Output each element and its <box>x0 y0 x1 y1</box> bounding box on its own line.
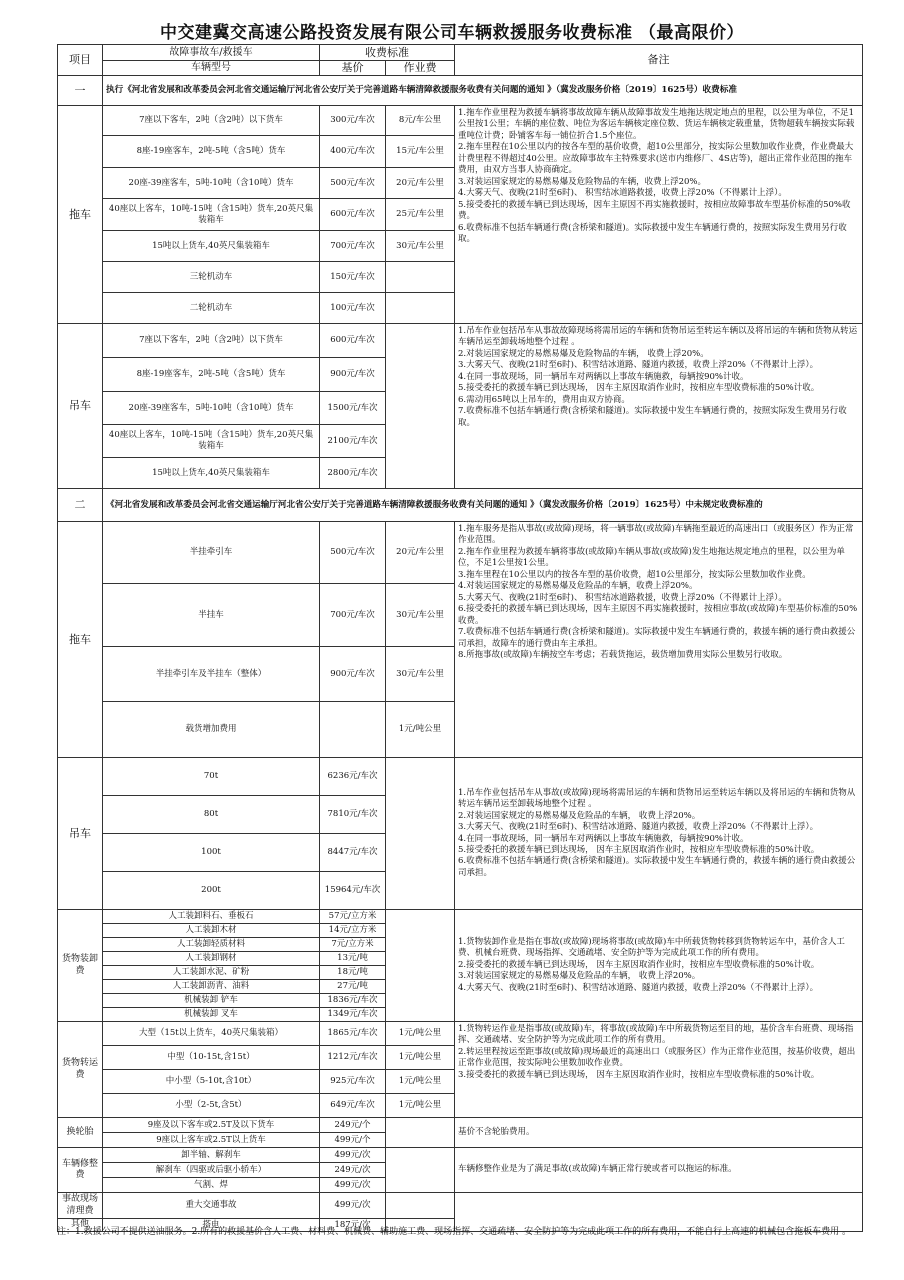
tire-change-work-empty <box>386 1118 455 1148</box>
cargo-handling-item-1: 人工装卸料石、垂板石 <box>103 910 320 924</box>
s2-tow-base-2: 700元/车次 <box>320 584 386 647</box>
s2-crane-work-empty <box>386 758 455 910</box>
cargo-handling-item-3: 人工装卸轻质材料 <box>103 938 320 952</box>
s2-tow-base-3: 900元/车次 <box>320 647 386 702</box>
s1-tow-vehicle-7: 二轮机动车 <box>103 293 320 324</box>
s2-tow-work-3: 30元/车公里 <box>386 647 455 702</box>
s2-tow-work-1: 20元/车公里 <box>386 522 455 584</box>
other-base: 187元/次 <box>320 1219 386 1232</box>
s1-tow-label: 拖车 <box>58 106 103 324</box>
s1-tow-notes: 1.拖车作业里程为救援车辆将事故故障车辆从故障事故发生地拖达规定地点的里程，以公里为单位，不足1公里按1公里；车辆的座位数、吨位为客运车辆核定座位数、货运车辆核定载重量，货物超载车辆按实际载重吨位计费；卧铺客车每一铺位折合1.5个座位。 2.拖车里程在10公里以内的按各车型的基价收费，超10公里部分，按实际公里数加收作业费，作业费最大计费里程不得超过40公里。应故障事故车主特殊要求(送市内维修厂、4S店等)，超出正常作业范围的拖车费用，由双方当事人协商确定。 3.对装运国家规定的易燃易爆及危险物品的车辆，收费上浮20%。 4.大雾天气、夜晚(21时至6时)、 积雪结冰道路救援，收费上浮20%（不得累计上浮）。 5.接受委托的救援车辆已到达现场，因车主原因不再实施救援时，按相应故障事故车型基价标准的50%收费。 6.收费标准不包括车辆通行费(含桥梁和隧道)。实际救援中发生车辆通行费的，按照实际发生费用另行收取。 <box>455 106 863 324</box>
repair-base-1: 499元/次 <box>320 1148 386 1163</box>
cargo-transfer-base-3: 925元/车次 <box>320 1070 386 1094</box>
s1-tow-work-7 <box>386 293 455 324</box>
s1-tow-work-1: 8元/车公里 <box>386 106 455 136</box>
s1-tow-vehicle-3: 20座-39座客车，5吨-10吨（含10吨）货车 <box>103 168 320 199</box>
s1-tow-base-6: 150元/车次 <box>320 262 386 293</box>
cargo-handling-base-6: 27元/吨 <box>320 980 386 994</box>
s1-tow-vehicle-4: 40座以上客车，10吨-15吨（含15吨）货车,20英尺集装箱车 <box>103 199 320 231</box>
other-item: 搭电 <box>103 1219 320 1232</box>
header-item: 项目 <box>58 45 103 76</box>
cargo-transfer-base-4: 649元/车次 <box>320 1094 386 1118</box>
repair-item-1: 卸半轴、解刹车 <box>103 1148 320 1163</box>
s2-crane-vehicle-3: 100t <box>103 834 320 872</box>
s1-crane-label: 吊车 <box>58 324 103 489</box>
cargo-transfer-work-4: 1元/吨公里 <box>386 1094 455 1118</box>
s1-tow-work-5: 30元/车公里 <box>386 231 455 262</box>
s1-tow-base-5: 700元/车次 <box>320 231 386 262</box>
cargo-handling-base-4: 13元/吨 <box>320 952 386 966</box>
tire-change-item-1: 9座及以下客车或2.5T及以下货车 <box>103 1118 320 1133</box>
cargo-handling-item-6: 人工装卸沥青、油料 <box>103 980 320 994</box>
cargo-transfer-base-2: 1212元/车次 <box>320 1046 386 1070</box>
s1-crane-base-3: 1500元/车次 <box>320 392 386 425</box>
cargo-handling-item-8: 机械装卸 叉车 <box>103 1008 320 1022</box>
repair-note: 车辆修整作业是为了满足事故(或故障)车辆正常行驶或者可以拖运的标准。 <box>455 1148 863 1193</box>
cargo-handling-base-5: 18元/吨 <box>320 966 386 980</box>
cargo-transfer-item-2: 中型（10-15t,含15t） <box>103 1046 320 1070</box>
tire-change-label: 换轮胎 <box>58 1118 103 1148</box>
s2-tow-work-4: 1元/吨公里 <box>386 702 455 758</box>
s2-crane-vehicle-1: 70t <box>103 758 320 796</box>
cargo-handling-item-7: 机械装卸 铲车 <box>103 994 320 1008</box>
s1-tow-base-3: 500元/车次 <box>320 168 386 199</box>
cargo-handling-base-1: 57元/立方米 <box>320 910 386 924</box>
s1-tow-base-4: 600元/车次 <box>320 199 386 231</box>
s2-tow-vehicle-3: 半挂牵引车及半挂车（整体） <box>103 647 320 702</box>
header-work-fee: 作业费 <box>386 61 455 76</box>
section2-heading: 《河北省发展和改革委员会河北省交通运输厅河北省公安厅关于完善道路车辆清障救援服务收费有关问题的通知 》（冀发改服务价格〔2019〕1625号）中未规定收费标准的 <box>103 489 863 522</box>
section2-number: 二 <box>58 489 103 522</box>
cargo-handling-base-2: 14元/立方米 <box>320 924 386 938</box>
cleanup-base: 499元/次 <box>320 1193 386 1219</box>
s2-crane-vehicle-2: 80t <box>103 796 320 834</box>
s2-crane-label: 吊车 <box>58 758 103 910</box>
cargo-transfer-base-1: 1865元/车次 <box>320 1022 386 1046</box>
header-vehicle-type: 故障事故车/救援车 <box>103 45 320 61</box>
header-fee-standard: 收费标准 <box>320 45 455 61</box>
s1-tow-work-4: 25元/车公里 <box>386 199 455 231</box>
s1-tow-vehicle-1: 7座以下客车，2吨（含2吨）以下货车 <box>103 106 320 136</box>
s1-crane-base-2: 900元/车次 <box>320 358 386 392</box>
header-remarks: 备注 <box>455 45 863 76</box>
repair-base-3: 499元/次 <box>320 1178 386 1193</box>
s1-tow-work-3: 20元/车公里 <box>386 168 455 199</box>
cargo-handling-item-5: 人工装卸水泥、矿粉 <box>103 966 320 980</box>
cargo-transfer-item-4: 小型（2-5t,含5t） <box>103 1094 320 1118</box>
s1-tow-vehicle-5: 15吨以上货车,40英尺集装箱车 <box>103 231 320 262</box>
cargo-handling-label: 货物装卸费 <box>58 910 103 1022</box>
cleanup-item: 重大交通事故 <box>103 1193 320 1219</box>
repair-item-2: 解刹车（四驱或后驱小轿车） <box>103 1163 320 1178</box>
cargo-transfer-notes: 1.货物转运作业是指事故(或故障)车，将事故(或故障)车中所载货物运至目的地，基价含车台班费、现场指挥、交通疏堵、安全防护等为完成此项工作的所有费用。 2.转运里程按运至距事故(或故障)现场最近的高速出口（或服务区）作为正常作业范围，按基价收费，超出正常作业范围，按实际吨公里数加收作业费。 3.接受委托的救援车辆已到达现场， 因车主原因取消作业时，按相应车型收费标准的50%计收。 <box>455 1022 863 1118</box>
s2-tow-vehicle-2: 半挂车 <box>103 584 320 647</box>
fee-table <box>57 44 863 1232</box>
cargo-handling-notes: 1.货物装卸作业是指在事故(或故障)现场将事故(或故障)车中所载货物转移到货物转运车中，基价含人工费、机械台班费、现场指挥、交通疏堵、安全防护等为完成此项工作的所有费用。 2.接受委托的救援车辆已到达现场， 因车主原因取消作业时，按相应车型收费标准的50%计收。 3.对装运国家规定的易燃易爆及危险品的车辆， 收费上浮20%。 4.大雾天气、夜晚(21时至6时)、积雪结冰道路、隧道内救援，收费上浮20%（不得累计上浮）。 <box>455 910 863 1022</box>
s1-crane-base-1: 600元/车次 <box>320 324 386 358</box>
tire-change-base-2: 499元/个 <box>320 1133 386 1148</box>
s2-crane-notes: 1.吊车作业包括吊车从事故(或故障)现场将需吊运的车辆和货物吊运至转运车辆以及将吊运的车辆和货物从转运车辆吊运至卸载场地整个过程 。 2.对装运国家规定的易燃易爆及危险品的车辆， 收费上浮20%。 3.大雾天气、夜晚(21时至6时)、积雪结冰道路、隧道内救援，收费上浮20%（不得累计上浮）。 4.在同一事故现场，同一辆吊车对两辆以上事故车辆施救，每辆按90%计收。 5.接受委托的救援车辆已到达现场， 因车主原因取消作业时，按相应车型收费标准的50%计收。 6.收费标准不包括车辆通行费(含桥梁和隧道)。实际救援中发生车辆通行费的，救援车辆的通行费由救援公司承担。 <box>455 758 863 910</box>
cargo-handling-base-8: 1349元/车次 <box>320 1008 386 1022</box>
cargo-transfer-work-3: 1元/吨公里 <box>386 1070 455 1094</box>
cargo-handling-work-empty <box>386 910 455 1022</box>
cleanup-work-empty <box>386 1193 455 1219</box>
cargo-transfer-item-3: 中小型（5-10t,含10t） <box>103 1070 320 1094</box>
cargo-handling-base-7: 1836元/车次 <box>320 994 386 1008</box>
cleanup-label: 事故现场清理费 <box>58 1193 103 1219</box>
cargo-transfer-work-2: 1元/吨公里 <box>386 1046 455 1070</box>
section1-number: 一 <box>58 76 103 106</box>
s1-crane-vehicle-5: 15吨以上货车,40英尺集装箱车 <box>103 458 320 489</box>
s2-tow-work-2: 30元/车公里 <box>386 584 455 647</box>
s2-tow-vehicle-4: 载货增加费用 <box>103 702 320 758</box>
s2-tow-vehicle-1: 半挂牵引车 <box>103 522 320 584</box>
s1-crane-base-4: 2100元/车次 <box>320 425 386 458</box>
s2-tow-notes: 1.拖车服务是指从事故(或故障)现场，将一辆事故(或故障)车辆拖至最近的高速出口（或服务区）作为正常作业范围。 2.拖车作业里程为救援车辆将事故(或故障)车辆从事故(或故障)发生地拖达规定地点的里程，以公里为单位，不足1公里按1公里。 3.拖车里程在10公里以内的按各车型的基价收费，超10公里部分，按实际公里数加收作业费。 4.对装运国家规定的易燃易爆及危险品的车辆，收费上浮20%。 5.大雾天气、夜晚(21时至6时)、 积雪结冰道路救援，收费上浮20%（不得累计上浮）。 6.接受委托的救援车辆已到达现场，因车主原因不再实施救援时，按相应事故(或故障)车型基价标准的50%收费。 7.收费标准不包括车辆通行费(含桥梁和隧道)。实际救援中发生车辆通行费的，救援车辆的通行费由救援公司承担，故障车的通行费由车主承担。 8.所拖事故(或故障)车辆按空车考虑；若载货拖运，载货增加费用实际公里数另行收取。 <box>455 522 863 758</box>
cargo-handling-item-2: 人工装卸木材 <box>103 924 320 938</box>
s1-tow-vehicle-6: 三轮机动车 <box>103 262 320 293</box>
s2-tow-base-1: 500元/车次 <box>320 522 386 584</box>
tire-change-note: 基价不含轮胎费用。 <box>455 1118 863 1148</box>
s1-tow-work-6 <box>386 262 455 293</box>
s2-crane-base-1: 6236元/车次 <box>320 758 386 796</box>
cargo-handling-item-4: 人工装卸钢材 <box>103 952 320 966</box>
s1-tow-base-7: 100元/车次 <box>320 293 386 324</box>
s1-crane-work-empty <box>386 324 455 489</box>
tire-change-item-2: 9座以上客车或2.5T以上货车 <box>103 1133 320 1148</box>
s2-crane-vehicle-4: 200t <box>103 872 320 910</box>
s1-tow-base-2: 400元/车次 <box>320 136 386 168</box>
tire-change-base-1: 249元/个 <box>320 1118 386 1133</box>
repair-work-empty <box>386 1148 455 1193</box>
s2-crane-base-2: 7810元/车次 <box>320 796 386 834</box>
s2-tow-label: 拖车 <box>58 522 103 758</box>
s1-tow-base-1: 300元/车次 <box>320 106 386 136</box>
s1-crane-vehicle-4: 40座以上客车，10吨-15吨（含15吨）货车,20英尺集装箱车 <box>103 425 320 458</box>
s1-tow-vehicle-2: 8座-19座客车，2吨-5吨（含5吨）货车 <box>103 136 320 168</box>
repair-base-2: 249元/次 <box>320 1163 386 1178</box>
s2-crane-base-3: 8447元/车次 <box>320 834 386 872</box>
s2-tow-base-4 <box>320 702 386 758</box>
page-title: 中交建冀交高速公路投资发展有限公司车辆救援服务收费标准 （最高限价） <box>160 23 744 43</box>
s1-crane-vehicle-2: 8座-19座客车，2吨-5吨（含5吨）货车 <box>103 358 320 392</box>
other-label: 其他 <box>58 1219 103 1232</box>
s2-crane-base-4: 15964元/车次 <box>320 872 386 910</box>
s1-crane-vehicle-1: 7座以下客车，2吨（含2吨）以下货车 <box>103 324 320 358</box>
cargo-transfer-item-1: 大型（15t以上货车，40英尺集装箱） <box>103 1022 320 1046</box>
s1-tow-work-2: 15元/车公里 <box>386 136 455 168</box>
s1-crane-notes: 1.吊车作业包括吊车从事故故障现场将需吊运的车辆和货物吊运至转运车辆以及将吊运的车辆和货物从转运车辆吊运至卸载场地整个过程 。 2.对装运国家规定的易燃易爆及危险物品的车辆， 收费上浮20%。 3.大雾天气、夜晚(21时至6时)、积雪结冰道路、隧道内救援，收费上浮20%（不得累计上浮）。 4.在同一事故现场，同一辆吊车对两辆以上事故车辆施救，每辆按90%计收。 5.接受委托的救援车辆已到达现场， 因车主原因取消作业时，按相应车型收费标准的50%计收。 6.需动用65吨以上吊车的，费用由双方协商。 7.收费标准不包括车辆通行费(含桥梁和隧道)。实际救援中发生车辆通行费的，按照实际发生费用另行收取。 <box>455 324 863 489</box>
header-base-price: 基价 <box>320 61 386 76</box>
section1-heading: 执行《河北省发展和改革委员会河北省交通运输厅河北省公安厅关于完善道路车辆清障救援服务收费有关问题的通知 》（冀发改服务价格〔2019〕1625号）收费标准 <box>103 76 863 106</box>
s1-crane-vehicle-3: 20座-39座客车，5吨-10吨（含10吨）货车 <box>103 392 320 425</box>
cargo-transfer-label: 货物转运费 <box>58 1022 103 1118</box>
cargo-handling-base-3: 7元/立方米 <box>320 938 386 952</box>
footer-note: 注：1.救援公司不提供送油服务。2.所有的救援基价含人工费、材料费、机械费、辅助施工费、现场指挥、交通疏堵、安全防护等为完成此项工作的所有费用，不能自行上高速的机械包含拖板车费用 。 <box>57 1227 852 1237</box>
header-vehicle-model: 车辆型号 <box>103 61 320 76</box>
cargo-transfer-work-1: 1元/吨公里 <box>386 1022 455 1046</box>
s1-crane-base-5: 2800元/车次 <box>320 458 386 489</box>
repair-label: 车辆修整费 <box>58 1148 103 1193</box>
repair-item-3: 气割、焊 <box>103 1178 320 1193</box>
